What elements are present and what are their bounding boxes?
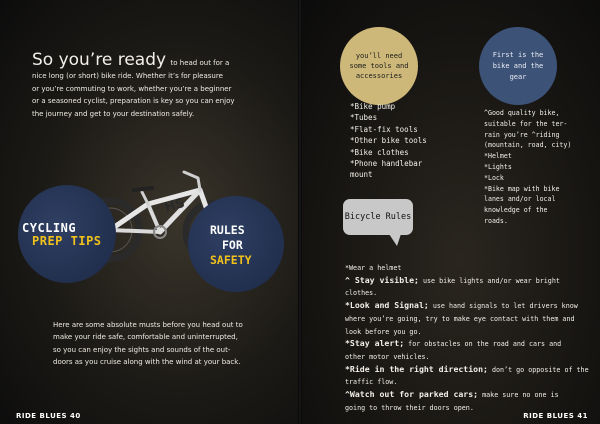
rule-bold: ^Watch out for parked cars; (345, 389, 479, 400)
rule-line (345, 326, 593, 339)
list-item: suitable for the ter- (484, 119, 568, 128)
gear-badge (479, 27, 557, 105)
bubble-label: Bicycle Rules (344, 212, 412, 222)
gear-badge-text: First is the bike and the gear (492, 50, 544, 81)
rule-line (345, 262, 593, 275)
rules-safety-line-1: RULES (210, 223, 245, 237)
rules-safety-line-2: FOR (222, 238, 243, 252)
outro-line-3: so you can enjoy the sights and sounds of the out- (53, 345, 231, 354)
list-item: *Other bike tools (350, 136, 427, 146)
list-item: knowledge of the (484, 206, 548, 215)
rule-text: look before you go. (345, 327, 422, 336)
rule-text: use bike lights and/or wear bright (418, 276, 560, 285)
headline-big: So you’re ready (32, 50, 167, 70)
rule-line (345, 338, 593, 351)
rule-text: where you’re going, try to make eye contact with them and (345, 314, 575, 323)
gear-list (484, 108, 594, 227)
list-item: *Bike map with bike (484, 184, 560, 193)
list-item: *Phone handlebar (350, 159, 423, 169)
rule-line (345, 300, 593, 313)
rules-list (345, 262, 593, 414)
list-item: *Flat-fix tools (350, 124, 418, 134)
rule-text: going to throw their doors open. (345, 403, 474, 412)
headline-small: to head out for a (170, 59, 230, 67)
list-item: (mountain, road, city) (484, 141, 572, 150)
outro-line-4: doors as you cruise along with the wind at your back. (53, 357, 241, 366)
list-item: *Lock (484, 173, 504, 182)
tools-badge (340, 27, 418, 105)
tools-list (350, 101, 490, 181)
outro-line-2: make your ride safe, comfortable and uninterrupted, (53, 333, 238, 342)
outro-block (53, 319, 293, 368)
speech-bubble-tail (389, 234, 401, 246)
svg-text:HS: HS (162, 195, 187, 216)
list-item: mount (350, 170, 373, 180)
list-item: *Lights (484, 162, 512, 171)
list-item: *Helmet (484, 152, 512, 161)
rule-bold: *Stay alert; (345, 338, 405, 349)
rule-text: make sure no one is (478, 391, 559, 400)
rule-line (345, 275, 593, 288)
list-item: *Bike clothes (350, 147, 409, 157)
list-item: ^Good quality bike, (484, 109, 560, 117)
intro-block (32, 50, 300, 120)
rule-text: use hand signals to let drivers know (428, 302, 578, 311)
rule-line (345, 364, 593, 377)
rule-text: don’t go opposite of the (487, 365, 589, 374)
folio-right: RIDE BLUES 41 (523, 412, 588, 420)
rule-text: clothes. (345, 289, 378, 298)
rule-text: *Wear a helmet (345, 264, 402, 272)
intro-line-1: nice long (or short) bike ride. Whether it’s for pleasure (32, 72, 223, 80)
list-item: lanes and/or local (484, 195, 556, 204)
rule-line (345, 287, 593, 300)
tools-badge-text: you’ll need some tools and accessories (349, 52, 409, 80)
outro-line-1: Here are some absolute musts before you head out to (53, 321, 243, 329)
rule-bold: *Ride in the right direction; (345, 363, 488, 374)
intro-line-2: or you’re commuting to work, whether you’re a beginner (32, 84, 232, 93)
list-item: roads. (484, 216, 508, 225)
rule-bold: ^ Stay visible; (345, 274, 419, 285)
list-item: *Tubes (350, 113, 378, 123)
rule-line (345, 376, 593, 389)
rule-line (345, 351, 593, 364)
rule-text: traffic flow. (345, 378, 398, 387)
rule-text: other motor vehicles. (345, 352, 430, 361)
rule-line (345, 389, 593, 402)
prep-tips-line-1: CYCLING (22, 221, 77, 235)
list-item: *Bike pump (350, 102, 396, 111)
rules-safety-line-3: SAFETY (210, 253, 252, 267)
intro-line-4: the journey and get to your destination safely. (32, 109, 195, 118)
intro-line-3: or a seasoned cyclist, preparation is key so you can enjoy (32, 97, 235, 105)
rule-bold: *Look and Signal; (345, 300, 429, 311)
folio-left: RIDE BLUES 40 (16, 412, 81, 420)
prep-tips-line-2: PREP TIPS (32, 234, 102, 248)
rule-line (345, 313, 593, 326)
rule-text: for obstacles on the road and cars and (404, 340, 562, 349)
list-item: rain you’re ^riding (484, 130, 560, 139)
